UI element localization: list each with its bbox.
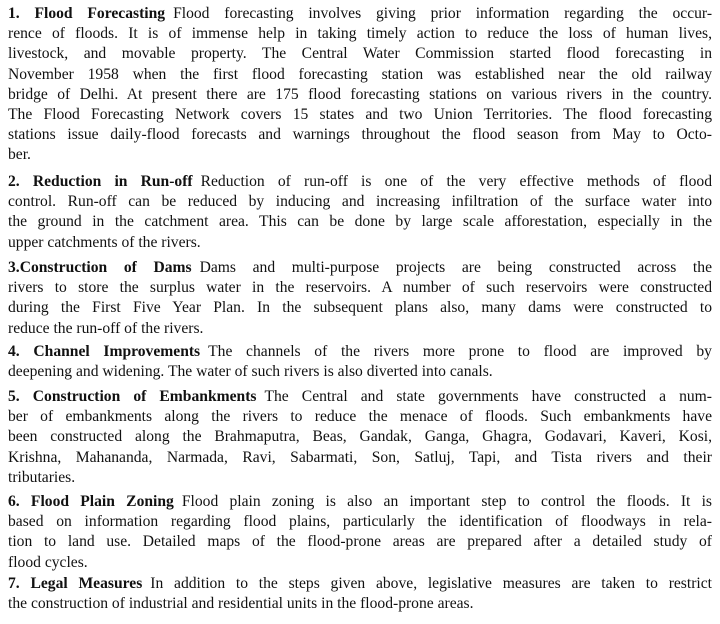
section-6 (8, 492, 712, 573)
text-line: tion to land use. Detailed maps of the flood-prone areas are prepared after a detailed study of (8, 533, 712, 551)
text-line: based on information regarding flood plains, particularly the identification of floodways in rela- (8, 513, 712, 531)
section-text: Reduction of run-off is one of the very effective methods of flood (200, 173, 712, 190)
text-line (8, 172, 712, 192)
text-line: November 1958 when the first flood forecasting station was established near the old railway (8, 65, 712, 83)
text-line: upper catchments of the rivers. (8, 233, 201, 251)
text-line: the construction of industrial and residential units in the flood-prone areas. (8, 595, 474, 613)
text-line: control. Run-off can be reduced by inducing and increasing infiltration of the surface water into (8, 193, 712, 211)
section-text: Flood forecasting involves giving prior information regarding the occur- (173, 5, 712, 22)
text-line: rivers to store the surplus water in the reservoirs. A number of such reservoirs were constructed (8, 279, 712, 297)
text-line: Krishna, Mahananda, Narmada, Ravi, Sabarmati, Son, Satluj, Tapi, and Tista rivers and their (8, 448, 712, 466)
text-line: ber of embankments along the rivers to reduce the menace of floods. Such embankments have (8, 408, 712, 426)
section-text: In addition to the steps given above, legislative measures are taken to restrict (150, 575, 712, 592)
section-text: The Central and state governments have constructed a num- (264, 388, 712, 405)
section-heading: 1. Flood Forecasting (8, 5, 166, 22)
section-1 (8, 4, 712, 166)
text-line: stations issue daily-flood forecasts and warnings throughout the flood season from May to Octo- (8, 126, 712, 144)
section-heading: 5. Construction of Embankments (8, 388, 257, 405)
text-line: been constructed along the Brahmaputra, Beas, Gandak, Ganga, Ghagra, Godavari, Kaveri, Kosi, (8, 428, 712, 446)
section-text: Flood plain zoning is also an important step to control the floods. It is (181, 493, 712, 510)
text-line: reduce the run-off of the rivers. (8, 319, 204, 337)
text-line (8, 258, 712, 278)
section-4 (8, 342, 712, 382)
text-line: The Flood Forecasting Network covers 15 states and two Union Territories. The flood forecasting (8, 105, 712, 123)
text-line: bridge of Delhi. At present there are 175 flood forecasting stations on various rivers in the country. (8, 85, 712, 103)
section-heading: 2. Reduction in Run-off (8, 173, 193, 190)
section-heading: 3.Construction of Dams (8, 259, 192, 276)
section-heading: 6. Flood Plain Zoning (8, 493, 174, 510)
section-heading: 4. Channel Improvements (8, 343, 201, 360)
text-line (8, 492, 712, 512)
section-text: Dams and multi-purpose projects are being constructed across the (199, 259, 712, 276)
section-3 (8, 258, 712, 339)
text-line: flood cycles. (8, 553, 88, 571)
text-line (8, 342, 712, 362)
section-heading: 7. Legal Measures (8, 575, 143, 592)
section-7 (8, 574, 712, 614)
section-text: The channels of the rivers more prone to flood are improved by (208, 343, 712, 360)
text-line: deepening and widening. The water of such rivers is also diverted into canals. (8, 363, 493, 381)
text-line (8, 574, 712, 594)
text-line (8, 387, 712, 407)
text-line: livestock, and movable property. The Central Water Commission started flood forecasting in (8, 45, 712, 63)
text-line: the ground in the catchment area. This can be done by large scale afforestation, especially in the (8, 213, 712, 231)
section-5 (8, 387, 712, 488)
text-line: tributaries. (8, 468, 76, 486)
text-line: ber. (8, 146, 31, 164)
text-line (8, 4, 712, 24)
text-line: during the First Five Year Plan. In the subsequent plans also, many dams were constructed to (8, 299, 712, 317)
section-2 (8, 172, 712, 253)
text-line: rence of floods. It is of immense help in taking timely action to reduce the loss of human lives, (8, 25, 712, 43)
